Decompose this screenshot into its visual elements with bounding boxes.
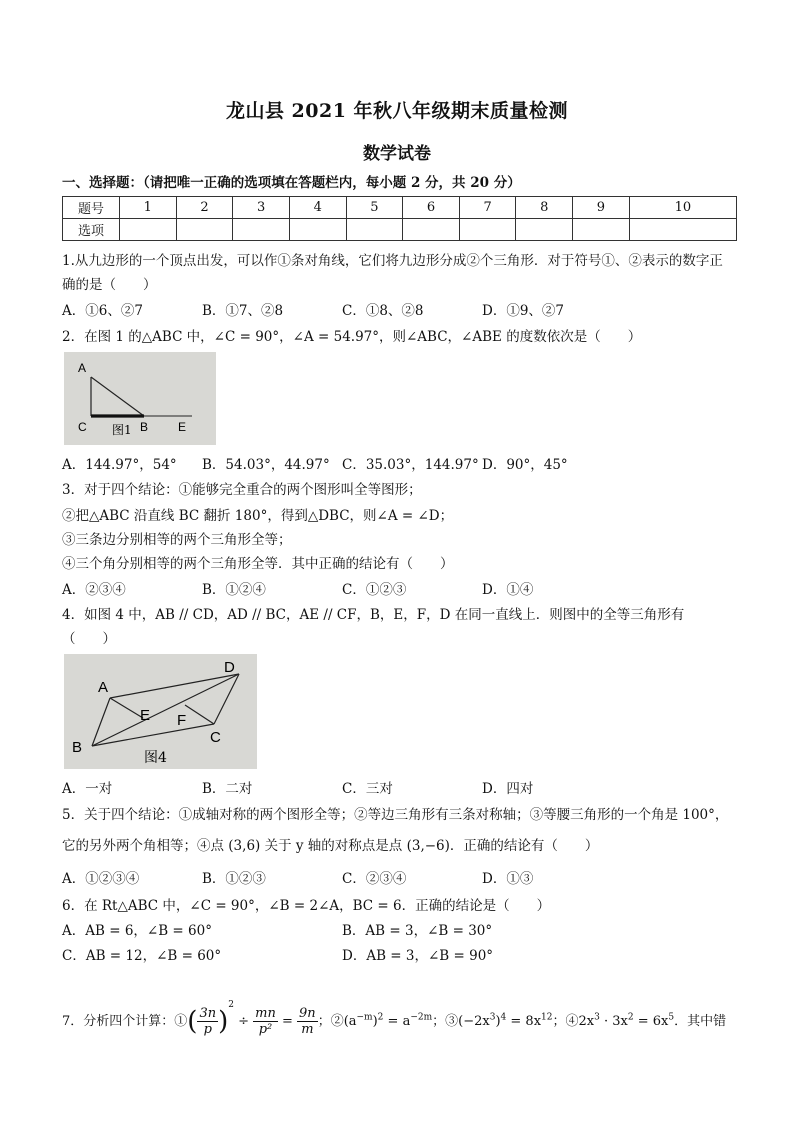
q3-option-d: D．①④ — [482, 582, 534, 598]
answer-table — [62, 196, 737, 241]
q3-option-a: A．②③④ — [62, 582, 126, 598]
figure-4-drawing — [64, 654, 257, 769]
divide-sign: ÷ — [233, 1014, 254, 1029]
figure-1-drawing — [64, 352, 216, 445]
label-c: C — [210, 729, 221, 746]
q7-fraction-3 — [297, 1006, 318, 1037]
q1-option-c: C．①8、②8 — [342, 303, 424, 319]
q6-option-a: A．AB = 6，∠B = 60° — [62, 923, 212, 939]
answer-cell[interactable] — [629, 219, 736, 241]
q7-suffix: ．其中错 — [674, 1014, 727, 1029]
question-number-cell: 2 — [176, 197, 233, 219]
answer-cell[interactable] — [176, 219, 233, 241]
q4-option-c: C．三对 — [342, 781, 393, 797]
paren-open: ( — [187, 1006, 198, 1037]
q3-line1: 3．对于四个结论：①能够完全重合的两个图形叫全等图形； — [62, 482, 422, 498]
segment-bc — [92, 724, 214, 746]
answer-cell[interactable] — [403, 219, 460, 241]
q3-line2: ②把△ABC 沿直线 BC 翻折 180°，得到△DBC，则∠A = ∠D； — [62, 508, 454, 524]
answer-cell[interactable] — [516, 219, 573, 241]
q6-stem: 6．在 Rt△ABC 中，∠C = 90°，∠B = 2∠A，BC = 6．正确的结论是（ ） — [62, 898, 551, 914]
question-number-cell: 1 — [120, 197, 177, 219]
fraction-denominator: p — [203, 1022, 212, 1037]
q2-option-b: B．54.03°，44.97° — [202, 457, 330, 473]
answer-cell[interactable] — [289, 219, 346, 241]
fraction-denominator: m — [301, 1022, 314, 1037]
answer-cell[interactable] — [573, 219, 630, 241]
q7-part3c: = 8x — [506, 1014, 542, 1029]
q5-option-a: A．①②③④ — [62, 871, 140, 887]
q5-option-c: C．②③④ — [342, 871, 407, 887]
segment-cf — [185, 705, 214, 724]
label-f: F — [177, 712, 187, 729]
exponent: 3 — [594, 1012, 600, 1023]
q7-part4c: = 6x — [633, 1014, 669, 1029]
q7-part4: ；④2x — [552, 1014, 595, 1029]
figure-1 — [64, 352, 216, 445]
q3-line3: ③三条边分别相等的两个三角形全等； — [62, 532, 292, 548]
figure-4 — [64, 654, 257, 769]
figure-4-caption: 图4 — [144, 750, 167, 766]
exponent: 4 — [500, 1012, 507, 1023]
label-b: B — [140, 420, 149, 434]
q4-option-b: B．二对 — [202, 781, 253, 797]
q2-stem: 2．在图 1 的△ABC 中，∠C = 90°，∠A = 54.97°，则∠ABC，∠ABE 的度数依次是（ ） — [62, 329, 642, 345]
q1-option-a: A．①6、②7 — [62, 303, 143, 319]
q7-line1 — [62, 985, 726, 1042]
row-label-number: 题号 — [63, 197, 120, 219]
question-number-cell: 5 — [346, 197, 403, 219]
q6-option-c: C．AB = 12，∠B = 60° — [62, 948, 222, 964]
answer-cell[interactable] — [346, 219, 403, 241]
exponent: 2 — [228, 1000, 234, 1010]
equals-sign: = — [277, 1014, 298, 1029]
q3-option-b: B．①②④ — [202, 582, 266, 598]
q5-option-d: D．①③ — [482, 871, 534, 887]
paren-close: ) — [218, 1006, 229, 1037]
question-number-cell: 10 — [629, 197, 736, 219]
question-number-cell: 6 — [403, 197, 460, 219]
answer-cell[interactable] — [233, 219, 290, 241]
fraction-numerator: 9n — [299, 1006, 316, 1021]
label-e: E — [140, 707, 151, 724]
q4-line1: 4．如图 4 中，AB // CD，AD // BC，AE // CF，B，E，F，D 在同一直线上．则图中的全等三角形有 — [62, 607, 685, 623]
q6-option-d: D．AB = 3，∠B = 90° — [342, 948, 494, 964]
q7-part2: ；②(a — [317, 1014, 357, 1029]
q2-option-c: C．35.03°，144.97° — [342, 457, 479, 473]
fraction-numerator: mn — [255, 1006, 276, 1021]
section-heading: 一、选择题：（请把唯一正确的选项填在答题栏内，每小题 2 分，共 20 分） — [62, 175, 521, 191]
q7-part2c: = a — [383, 1014, 411, 1029]
q7-prefix: 7．分析四个计算：① — [62, 1014, 188, 1029]
segment-dc — [214, 674, 239, 724]
q5-option-b: B．①②③ — [202, 871, 266, 887]
q1-option-d: D．①9、②7 — [482, 303, 565, 319]
label-a: A — [78, 361, 87, 375]
segment-ad — [110, 674, 239, 698]
q5-line1: 5．关于四个结论：①成轴对称的两个图形全等；②等边三角形有三条对称轴；③等腰三角形的一个角是 100°， — [62, 807, 729, 823]
exponent: 2 — [377, 1012, 384, 1023]
q4-option-d: D．四对 — [482, 781, 534, 797]
label-c: C — [78, 420, 87, 434]
figure-1-caption: 图1 — [112, 423, 132, 437]
exponent: 2 — [627, 1012, 634, 1023]
q7-part4b: · 3x — [599, 1014, 628, 1029]
table-row-answers — [63, 219, 737, 241]
question-number-cell: 7 — [459, 197, 516, 219]
q7-fraction-2 — [253, 1006, 278, 1037]
q7-fraction-1 — [197, 1006, 218, 1037]
label-d: D — [224, 659, 235, 676]
label-a: A — [98, 679, 109, 696]
exam-subtitle: 数学试卷 — [363, 144, 431, 164]
exponent: −m — [356, 1012, 373, 1023]
answer-cell[interactable] — [120, 219, 177, 241]
exam-title: 龙山县 2021 年秋八年级期末质量检测 — [225, 100, 569, 122]
q7-part3b: ) — [495, 1014, 501, 1029]
answer-cell[interactable] — [459, 219, 516, 241]
q3-option-c: C．①②③ — [342, 582, 407, 598]
segment-ae — [110, 698, 143, 718]
label-b: B — [72, 739, 83, 756]
exponent: 12 — [541, 1012, 553, 1023]
q1-line2: 确的是（ ） — [62, 277, 157, 293]
segment-ab — [91, 377, 144, 416]
q4-option-a: A．一对 — [62, 781, 113, 797]
question-number-cell: 9 — [573, 197, 630, 219]
q5-line2: 它的另外两个角相等；④点 (3,6) 关于 y 轴的对称点是点 (3,−6)．正确的结论有（ ） — [62, 838, 599, 854]
exponent: 3 — [489, 1012, 496, 1023]
question-number-cell: 3 — [233, 197, 290, 219]
label-e: E — [178, 420, 187, 434]
q1-option-b: B．①7、②8 — [202, 303, 284, 319]
q1-line1: 1.从九边形的一个顶点出发，可以作①条对角线，它们将九边形分成②个三角形．对于符号①、②表示的数字正 — [62, 253, 723, 269]
q2-option-d: D．90°，45° — [482, 457, 568, 473]
exponent: −2m — [410, 1012, 433, 1023]
q2-option-a: A．144.97°，54° — [62, 457, 177, 473]
exponent: 5 — [668, 1012, 675, 1023]
question-number-cell: 4 — [289, 197, 346, 219]
row-label-answer: 选项 — [63, 219, 120, 241]
question-number-cell: 8 — [516, 197, 573, 219]
fraction-denominator: p² — [258, 1022, 273, 1037]
q6-option-b: B．AB = 3，∠B = 30° — [342, 923, 493, 939]
q7-part2b: ) — [372, 1014, 378, 1029]
fraction-numerator: 3n — [199, 1006, 217, 1021]
table-row-numbers — [63, 197, 737, 219]
q3-line4: ④三个角分别相等的两个三角形全等．其中正确的结论有（ ） — [62, 556, 454, 572]
q4-line2: （ ） — [62, 631, 116, 647]
q7-part3: ；③(−2x — [432, 1014, 490, 1029]
